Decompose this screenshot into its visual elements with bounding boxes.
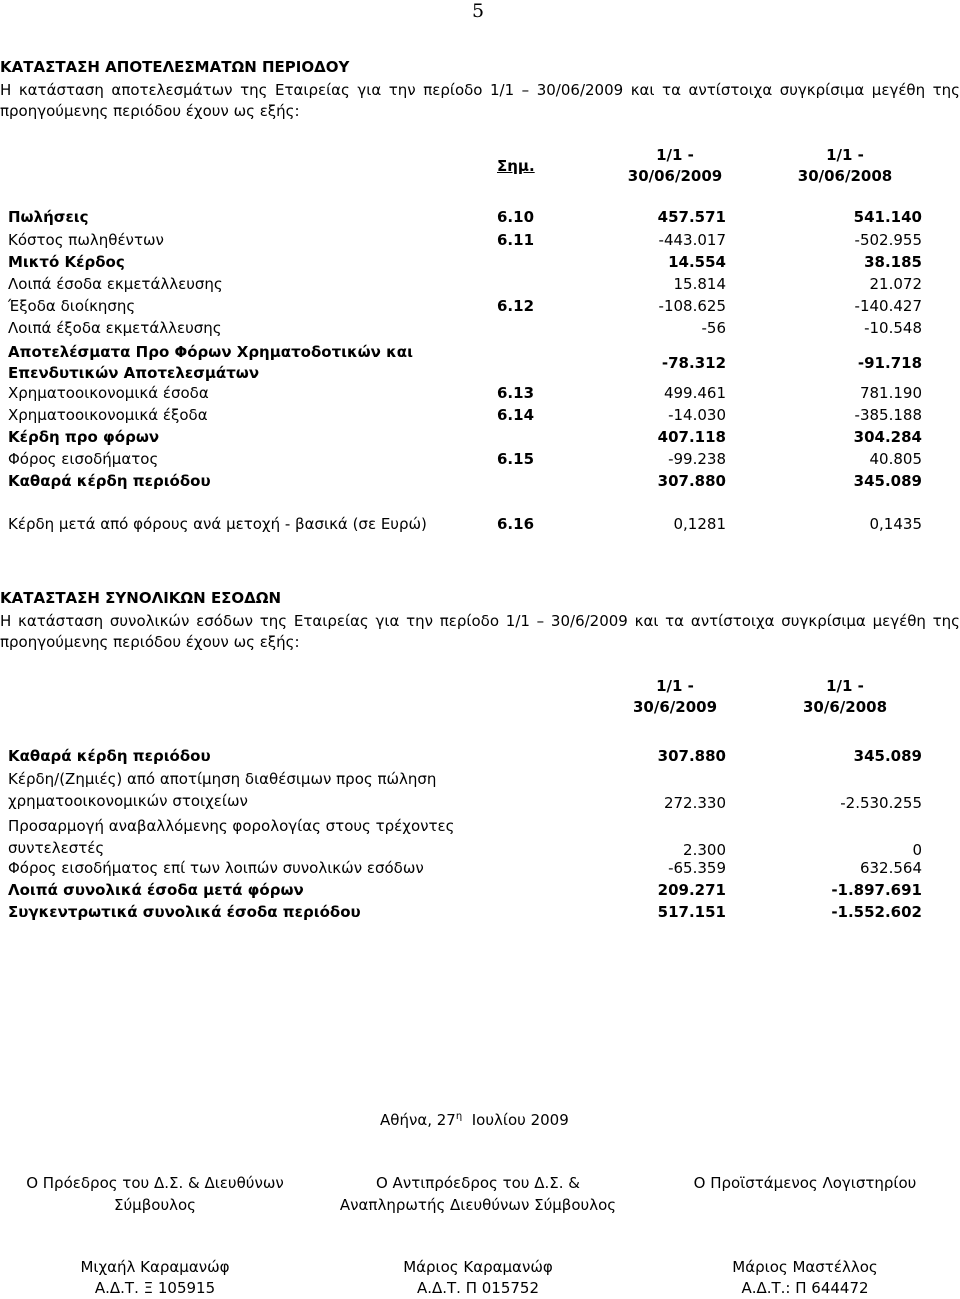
date-suffix: Ιουλίου 2009 bbox=[471, 1111, 569, 1129]
signature-date bbox=[380, 1111, 569, 1130]
eps-note: 6.16 bbox=[497, 515, 535, 533]
signatory-1-id: Α.Δ.Τ. Ξ 105915 bbox=[94, 1279, 216, 1297]
signatory-1-role-line2: Σύμβουλος bbox=[114, 1196, 196, 1214]
period-2008-header-line1: 1/1 - bbox=[826, 146, 864, 164]
ci-row-label-continued: συντελεστές bbox=[8, 839, 105, 857]
ci-row-value-2009: -65.359 bbox=[668, 859, 726, 877]
page-number: 5 bbox=[472, 0, 485, 22]
row-value-2009: -14.030 bbox=[668, 406, 726, 424]
row-value-2008: -10.548 bbox=[864, 319, 922, 337]
period-2008-header-line2: 30/06/2008 bbox=[797, 167, 893, 185]
row-value-2008: -385.188 bbox=[854, 406, 922, 424]
row-value-2009: 307.880 bbox=[657, 472, 726, 490]
eps-value-2009: 0,1281 bbox=[673, 515, 726, 533]
row-label: Έξοδα διοίκησης bbox=[8, 297, 136, 315]
ci-row-value-2009: 272.330 bbox=[663, 794, 726, 812]
income-statement-intro: Η κατάσταση αποτελεσμάτων της Εταιρείας για την περίοδο 1/1 – 30/06/2009 και τα αντίστοιχα συγκρίσιμα μεγέθη της προηγούμενης περιόδου έχουν ως εξής: bbox=[0, 81, 960, 120]
row-value-2008: -502.955 bbox=[854, 231, 922, 249]
ci-row-value-2009: 2.300 bbox=[683, 841, 726, 859]
row-value-2008: -140.427 bbox=[854, 297, 922, 315]
ci-row-value-2008: 345.089 bbox=[853, 747, 922, 765]
row-label: Χρηματοοικονομικά έσοδα bbox=[8, 384, 209, 402]
row-value-2009: -443.017 bbox=[658, 231, 726, 249]
row-label: Μικτό Κέρδος bbox=[8, 253, 125, 271]
row-value-2009: -56 bbox=[701, 319, 726, 337]
row-label: Κέρδη προ φόρων bbox=[8, 428, 160, 446]
period-2009-header-line2: 30/06/2009 bbox=[627, 167, 723, 185]
ci-row-value-2008: -1.552.602 bbox=[831, 903, 922, 921]
row-label: Καθαρά κέρδη περιόδου bbox=[8, 472, 211, 490]
signatory-1-role-line1: Ο Πρόεδρος του Δ.Σ. & Διευθύνων bbox=[26, 1174, 284, 1192]
row-value-2008: 38.185 bbox=[864, 253, 922, 271]
row-value-2009: 499.461 bbox=[663, 384, 726, 402]
ci-period-2009-header-line2: 30/6/2009 bbox=[632, 698, 718, 716]
note-column-header: Σημ. bbox=[497, 157, 535, 175]
ci-row-label-continued: χρηματοοικονομικών στοιχείων bbox=[8, 792, 248, 810]
row-value-2008: 345.089 bbox=[853, 472, 922, 490]
ci-period-2008-header-line2: 30/6/2008 bbox=[802, 698, 888, 716]
row-value-2008: 21.072 bbox=[869, 275, 922, 293]
row-note: 6.11 bbox=[497, 231, 535, 249]
row-value-2009: -99.238 bbox=[668, 450, 726, 468]
signatory-2-role-line2: Αναπληρωτής Διευθύνων Σύμβουλος bbox=[339, 1196, 617, 1214]
ci-row-value-2008: 0 bbox=[912, 841, 922, 859]
row-value-2008: -91.718 bbox=[857, 354, 922, 372]
ci-row-label: Λοιπά συνολικά έσοδα μετά φόρων bbox=[8, 881, 304, 899]
row-label: Λοιπά έσοδα εκμετάλλευσης bbox=[8, 275, 223, 293]
signatory-3-name: Μάριος Μαστέλλος bbox=[732, 1258, 878, 1276]
row-label: Αποτελέσματα Προ Φόρων Χρηματοδοτικών και bbox=[8, 343, 413, 361]
ci-row-value-2008: -1.897.691 bbox=[831, 881, 922, 899]
signatory-3-role-line1: Ο Προϊστάμενος Λογιστηρίου bbox=[693, 1174, 917, 1192]
row-value-2009: 15.814 bbox=[673, 275, 726, 293]
row-label: Λοιπά έξοδα εκμετάλλευσης bbox=[8, 319, 222, 337]
ci-row-label: Καθαρά κέρδη περιόδου bbox=[8, 747, 211, 765]
row-label-continued: Επενδυτικών Αποτελεσμάτων bbox=[8, 364, 260, 382]
signatory-3-id: Α.Δ.Τ.: Π 644472 bbox=[741, 1279, 869, 1297]
row-value-2009: 407.118 bbox=[657, 428, 726, 446]
ci-period-2008-header-line1: 1/1 - bbox=[826, 677, 864, 695]
income-statement-title: ΚΑΤΑΣΤΑΣΗ ΑΠΟΤΕΛΕΣΜΑΤΩΝ ΠΕΡΙΟΔΟΥ bbox=[0, 58, 350, 76]
ci-row-value-2009: 517.151 bbox=[657, 903, 726, 921]
row-note: 6.10 bbox=[497, 208, 535, 226]
eps-label: Κέρδη μετά από φόρους ανά μετοχή - βασικά (σε Ευρώ) bbox=[8, 515, 427, 533]
row-label: Φόρος εισοδήματος bbox=[8, 450, 159, 468]
ci-row-value-2009: 307.880 bbox=[657, 747, 726, 765]
ci-row-label: Συγκεντρωτικά συνολικά έσοδα περιόδου bbox=[8, 903, 361, 921]
row-value-2009: 14.554 bbox=[668, 253, 726, 271]
row-value-2008: 40.805 bbox=[869, 450, 922, 468]
comprehensive-income-intro: Η κατάσταση συνολικών εσόδων της Εταιρείας για την περίοδο 1/1 – 30/6/2009 και τα αντίστοιχα συγκρίσιμα μεγέθη της προηγούμενης περιόδου έχουν ως εξής: bbox=[0, 612, 960, 651]
signatory-2-role-line1: Ο Αντιπρόεδρος του Δ.Σ. & bbox=[375, 1174, 580, 1192]
row-value-2008: 781.190 bbox=[859, 384, 922, 402]
ci-period-2009-header-line1: 1/1 - bbox=[656, 677, 694, 695]
ci-row-label: Κέρδη/(Ζημιές) από αποτίμηση διαθέσιμων προς πώληση bbox=[8, 770, 437, 788]
period-2009-header-line1: 1/1 - bbox=[656, 146, 694, 164]
comprehensive-income-title: ΚΑΤΑΣΤΑΣΗ ΣΥΝΟΛΙΚΩΝ ΕΣΟΔΩΝ bbox=[0, 589, 282, 607]
row-value-2009: -78.312 bbox=[661, 354, 726, 372]
signatory-2-name: Μάριος Καραμανώφ bbox=[403, 1258, 553, 1276]
eps-value-2008: 0,1435 bbox=[869, 515, 922, 533]
ci-row-value-2008: -2.530.255 bbox=[840, 794, 922, 812]
row-label: Πωλήσεις bbox=[8, 208, 89, 226]
ci-row-value-2008: 632.564 bbox=[859, 859, 922, 877]
row-value-2008: 541.140 bbox=[853, 208, 922, 226]
ci-row-label: Φόρος εισοδήματος επί των λοιπών συνολικών εσόδων bbox=[8, 859, 424, 877]
row-note: 6.15 bbox=[497, 450, 535, 468]
date-prefix: Αθήνα, 27 bbox=[380, 1111, 456, 1129]
ci-row-label: Προσαρμογή αναβαλλόμενης φορολογίας στους τρέχοντες bbox=[8, 817, 455, 835]
date-superscript: η bbox=[455, 1111, 463, 1122]
row-value-2009: -108.625 bbox=[658, 297, 726, 315]
row-value-2009: 457.571 bbox=[657, 208, 726, 226]
signatory-1-name: Μιχαήλ Καραμανώφ bbox=[80, 1258, 230, 1276]
row-note: 6.14 bbox=[497, 406, 535, 424]
row-value-2008: 304.284 bbox=[853, 428, 922, 446]
row-note: 6.12 bbox=[497, 297, 535, 315]
ci-row-value-2009: 209.271 bbox=[657, 881, 726, 899]
row-note: 6.13 bbox=[497, 384, 535, 402]
row-label: Χρηματοοικονομικά έξοδα bbox=[8, 406, 208, 424]
signatory-2-id: Α.Δ.Τ. Π 015752 bbox=[416, 1279, 540, 1297]
row-label: Κόστος πωληθέντων bbox=[8, 231, 164, 249]
